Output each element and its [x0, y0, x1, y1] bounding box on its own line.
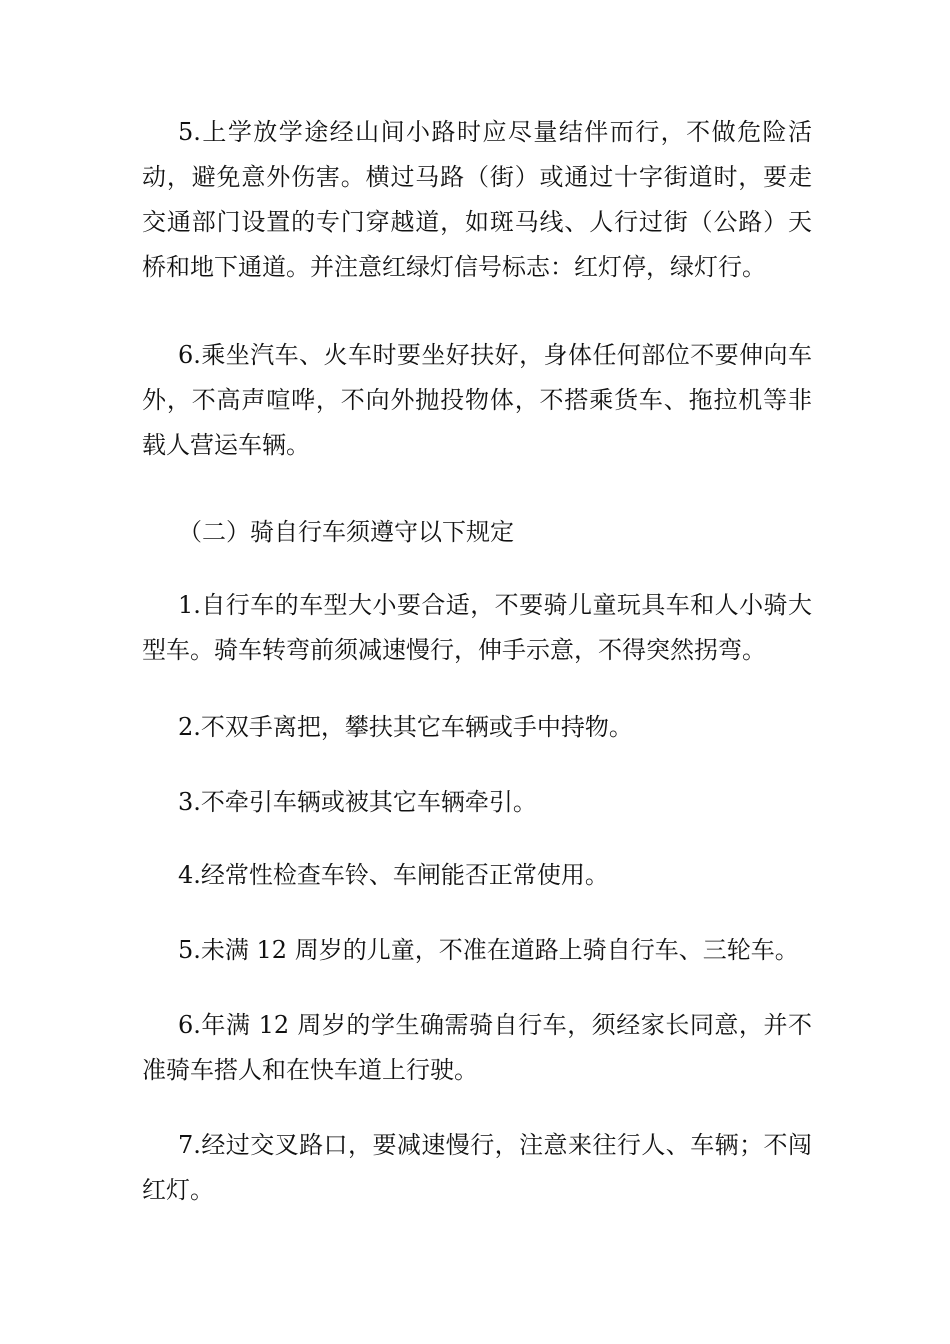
paragraph-bike-rule-5: 5.未满 12 周岁的儿童，不准在道路上骑自行车、三轮车。: [178, 936, 799, 964]
section-heading-bicycle-rules: （二）骑自行车须遵守以下规定: [178, 518, 514, 546]
paragraph-item-5-walking: 5.上学放学途经山间小路时应尽量结伴而行，不做危险活动，避免意外伤害。横过马路（街）或通过十字街道时，要走交通部门设置的专门穿越道，如斑马线、人行过街（公路）天桥和地下通道。并注意红绿灯信号标志：红灯停，绿灯行。: [142, 118, 812, 281]
paragraph-bike-rule-3: 3.不牵引车辆或被其它车辆牵引。: [178, 788, 537, 816]
paragraph-bike-rule-7: 7.经过交叉路口，要减速慢行，注意来往行人、车辆；不闯红灯。: [142, 1131, 812, 1204]
paragraph-item-6-riding-vehicles: 6.乘坐汽车、火车时要坐好扶好，身体任何部位不要伸向车外，不高声喧哗，不向外抛投物体，不搭乘货车、拖拉机等非载人营运车辆。: [142, 341, 812, 459]
paragraph-bike-rule-1: 1.自行车的车型大小要合适，不要骑儿童玩具车和人小骑大型车。骑车转弯前须减速慢行，伸手示意，不得突然拐弯。: [142, 591, 812, 664]
paragraph-bike-rule-2: 2.不双手离把，攀扶其它车辆或手中持物。: [178, 713, 633, 741]
paragraph-bike-rule-4: 4.经常性检查车铃、车闸能否正常使用。: [178, 861, 609, 889]
paragraph-bike-rule-6: 6.年满 12 周岁的学生确需骑自行车，须经家长同意，并不准骑车搭人和在快车道上行驶。: [142, 1011, 812, 1084]
